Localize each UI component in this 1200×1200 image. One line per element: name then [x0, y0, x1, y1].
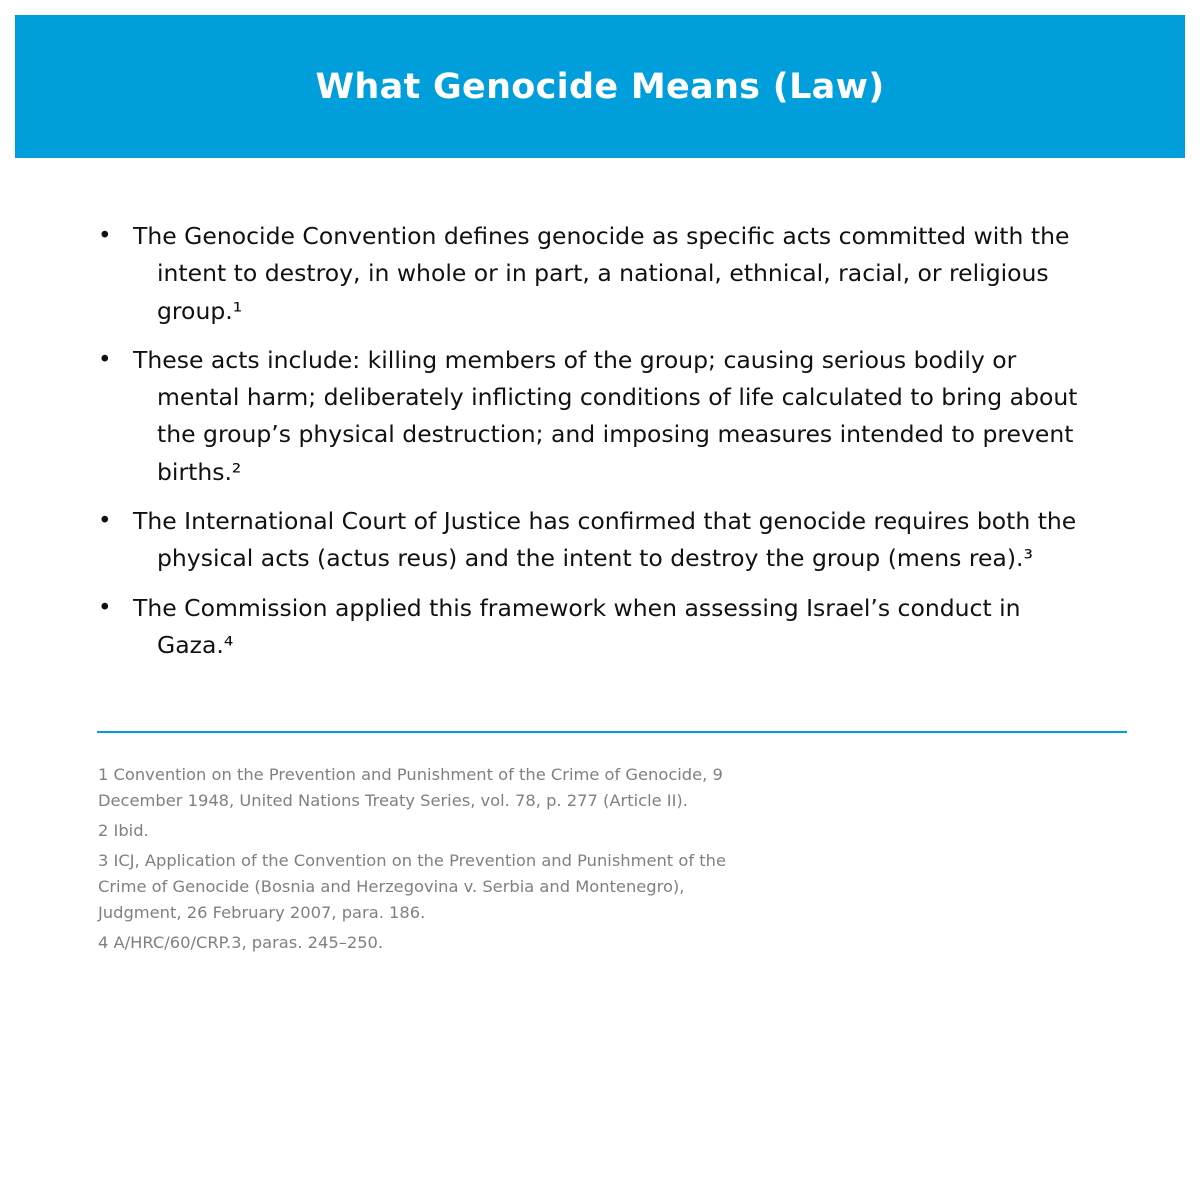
bullet-dot: • — [98, 223, 112, 249]
footnote: 1 Convention on the Prevention and Punishment of the Crime of Genocide, 9 December 1948, United Nations Treaty Series, vol. 78, p. 277 (Article II). — [98, 765, 723, 810]
footnote-list — [98, 762, 758, 960]
bullet-text: The Genocide Convention defines genocide as specific acts committed with the intent to destroy, in whole or in part, a national, ethnical, racial, or religious group.¹ — [133, 222, 1070, 325]
bullet-dot: • — [98, 508, 112, 535]
bullet-item — [98, 342, 1088, 491]
bullet-text: These acts include: killing members of the group; causing serious bodily or mental harm; deliberately inflicting conditions of life calculated to bring about the group’s physical destruction; and imposing measures intended to prevent births.² — [133, 345, 1078, 486]
bullet-text: The Commission applied this framework when assessing Israel’s conduct in Gaza.⁴ — [133, 593, 1021, 659]
footnote: 3 ICJ, Application of the Convention on the Prevention and Punishment of the Crime of Genocide (Bosnia and Herzegovina v. Serbia and Montenegro), Judgment, 26 February 2007, para. 186. — [98, 851, 726, 922]
bullet-item — [98, 503, 1088, 578]
bullet-item — [98, 590, 1088, 665]
bullet-dot: • — [98, 346, 112, 373]
footnote-divider — [97, 731, 1127, 733]
page-title: What Genocide Means (Law) — [315, 66, 885, 107]
footnote: 2 Ibid. — [98, 821, 149, 840]
footnote: 4 A/HRC/60/CRP.3, paras. 245–250. — [98, 933, 384, 952]
bullet-text: The International Court of Justice has confirmed that genocide requires both the physical acts (actus reus) and the intent to destroy the group (mens rea).³ — [133, 507, 1077, 573]
bullet-list — [98, 218, 1088, 676]
bullet-item — [98, 218, 1088, 330]
bullet-dot: • — [98, 594, 112, 621]
title-banner — [15, 15, 1185, 158]
